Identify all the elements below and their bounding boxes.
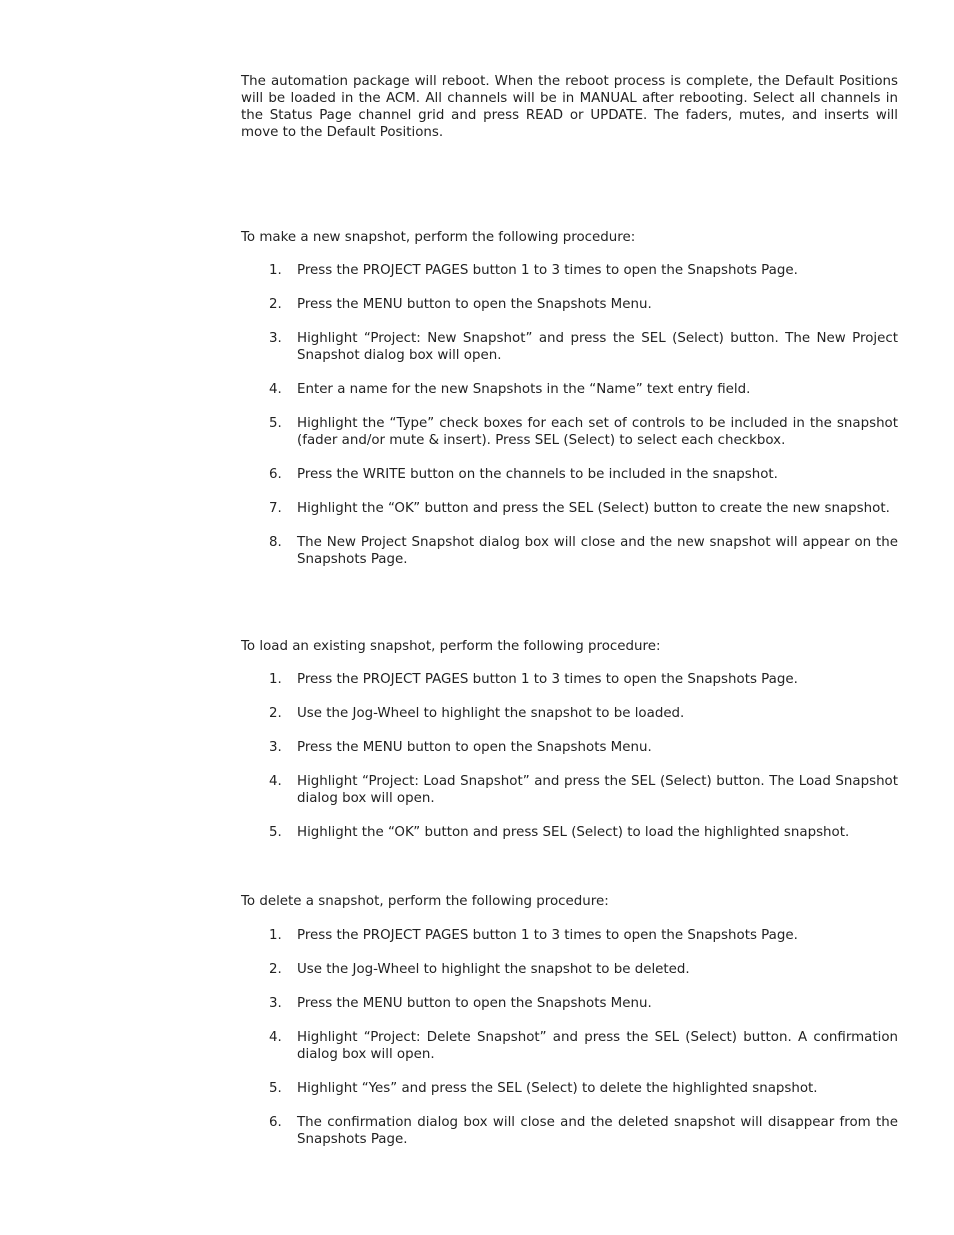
list-item	[241, 330, 898, 364]
step-text: Press the WRITE button on the channels to be included in the snapshot.	[297, 467, 778, 482]
step-text: Highlight “Project: Delete Snapshot” and press the SEL (Select) button. A confirmation dialog box will open.	[297, 1030, 898, 1062]
step-text: Highlight the “Type” check boxes for each set of controls to be included in the snapshot (fader and/or mute & insert). Press SEL (Select) to select each checkbox.	[297, 416, 898, 448]
step-text: Highlight “Project: New Snapshot” and press the SEL (Select) button. The New Project Snapshot dialog box will open.	[297, 331, 898, 363]
list-item	[241, 415, 898, 449]
step-number: 1.	[269, 928, 282, 943]
step-text: Highlight “Project: Load Snapshot” and press the SEL (Select) button. The Load Snapshot dialog box will open.	[297, 774, 898, 806]
step-text: Press the MENU button to open the Snapshots Menu.	[297, 996, 652, 1011]
step-number: 6.	[269, 1115, 282, 1130]
step-number: 3.	[269, 740, 282, 755]
list-item	[241, 773, 898, 807]
step-text: Highlight the “OK” button and press the SEL (Select) button to create the new snapshot.	[297, 501, 890, 516]
list-item	[241, 466, 898, 483]
step-number: 8.	[269, 535, 282, 550]
step-number: 2.	[269, 706, 282, 721]
list-item	[241, 500, 898, 517]
step-number: 6.	[269, 467, 282, 482]
step-number: 2.	[269, 962, 282, 977]
step-number: 3.	[269, 331, 282, 346]
step-text: Press the PROJECT PAGES button 1 to 3 times to open the Snapshots Page.	[297, 928, 798, 943]
list-item	[241, 1029, 898, 1063]
load-snapshot-lead: To load an existing snapshot, perform the following procedure:	[241, 639, 661, 654]
new-snapshot-lead: To make a new snapshot, perform the following procedure:	[241, 230, 636, 245]
list-item	[241, 534, 898, 568]
step-number: 2.	[269, 297, 282, 312]
step-number: 7.	[269, 501, 282, 516]
list-item	[241, 927, 898, 944]
step-text: Enter a name for the new Snapshots in the “Name” text entry field.	[297, 382, 751, 397]
step-number: 5.	[269, 825, 282, 840]
new-snapshot-steps	[241, 262, 898, 585]
list-item	[241, 262, 898, 279]
step-text: Highlight the “OK” button and press SEL (Select) to load the highlighted snapshot.	[297, 825, 850, 840]
list-item	[241, 1080, 898, 1097]
step-number: 3.	[269, 996, 282, 1011]
delete-snapshot-lead: To delete a snapshot, perform the following procedure:	[241, 894, 609, 909]
step-number: 1.	[269, 263, 282, 278]
step-text: Press the MENU button to open the Snapshots Menu.	[297, 740, 652, 755]
step-text: Use the Jog-Wheel to highlight the snapshot to be deleted.	[297, 962, 690, 977]
list-item	[241, 961, 898, 978]
step-number: 4.	[269, 382, 282, 397]
list-item	[241, 995, 898, 1012]
step-number: 5.	[269, 416, 282, 431]
list-item	[241, 824, 898, 841]
list-item	[241, 1114, 898, 1148]
step-text: The New Project Snapshot dialog box will close and the new snapshot will appear on the Snapshots Page.	[297, 535, 898, 567]
step-number: 4.	[269, 774, 282, 789]
list-item	[241, 739, 898, 756]
load-snapshot-steps	[241, 671, 898, 858]
step-text: Highlight “Yes” and press the SEL (Select) to delete the highlighted snapshot.	[297, 1081, 818, 1096]
list-item	[241, 705, 898, 722]
list-item	[241, 381, 898, 398]
step-text: Press the MENU button to open the Snapshots Menu.	[297, 297, 652, 312]
step-number: 5.	[269, 1081, 282, 1096]
list-item	[241, 296, 898, 313]
step-text: Use the Jog-Wheel to highlight the snapshot to be loaded.	[297, 706, 685, 721]
step-text: Press the PROJECT PAGES button 1 to 3 times to open the Snapshots Page.	[297, 263, 798, 278]
delete-snapshot-steps	[241, 927, 898, 1165]
step-number: 4.	[269, 1030, 282, 1045]
step-number: 1.	[269, 672, 282, 687]
intro-paragraph: The automation package will reboot. When the reboot process is complete, the Default Positions will be loaded in the ACM. All channels will be in MANUAL after rebooting. Select all channels in the Status Page channel grid and press READ or UPDATE. The faders, mutes, and inserts will move to the Default Positions.	[241, 74, 898, 140]
step-text: The confirmation dialog box will close and the deleted snapshot will disappear from the Snapshots Page.	[297, 1115, 898, 1147]
step-text: Press the PROJECT PAGES button 1 to 3 times to open the Snapshots Page.	[297, 672, 798, 687]
list-item	[241, 671, 898, 688]
